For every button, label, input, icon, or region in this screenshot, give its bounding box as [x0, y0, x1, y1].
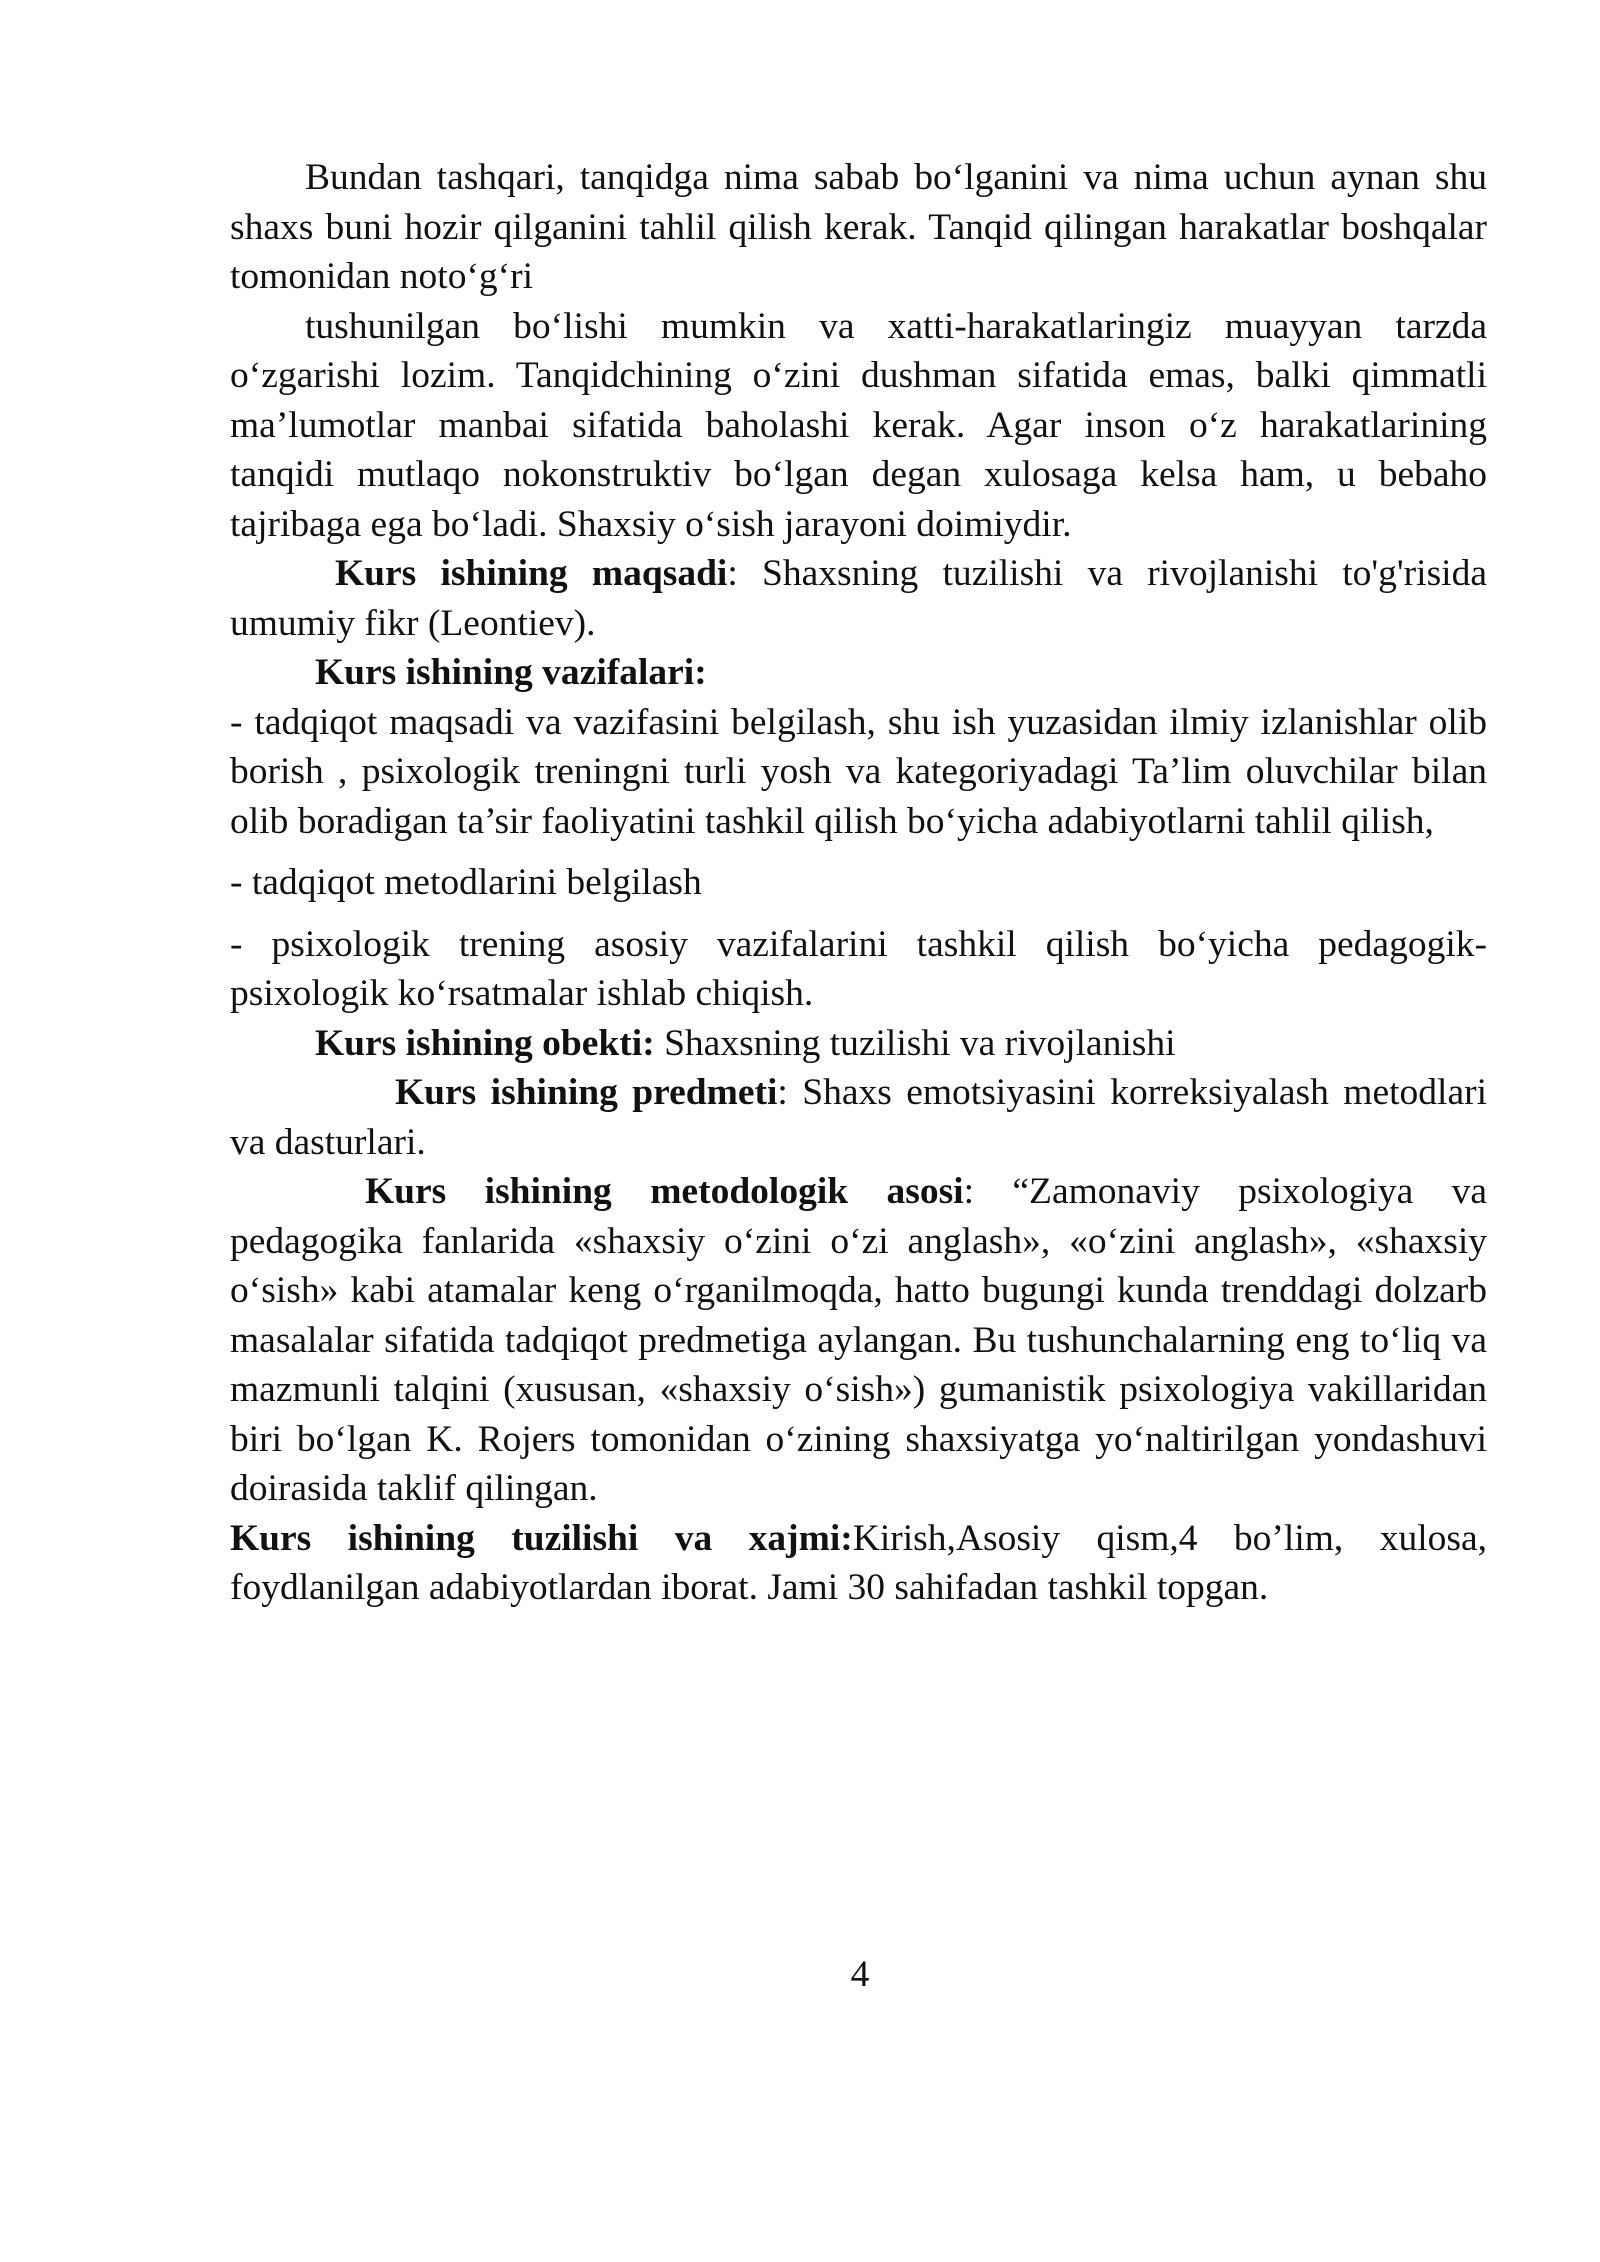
task-item-3: - psixologik trening asosiy vazifalarini tashkil qilish bo‘yicha pedagogik-psixologik ko‘rsatmalar ishlab chiqish.: [230, 923, 1487, 1014]
task-item-2: - tadqiqot metodlarini belgilash: [230, 862, 702, 903]
predmet-label: Kurs ishining predmeti: [395, 1072, 778, 1113]
page-number: 4: [850, 1954, 870, 1995]
tuzilish-label: Kurs ishining tuzilishi va xajmi:: [230, 1517, 853, 1559]
paragraph-tushunilgan: tushunilgan bo‘lishi mumkin va xatti-harakatlaringiz muayyan tarzda o‘zgarishi lozim. Tanqidchining o‘zini dushman sifatida emas, balki qimmatli ma’lumotlar manbai sifatida baholashi kerak. Agar inson o‘z harakatlarining tanqidi mutlaqo nokonstruktiv bo‘lgan degan xulosaga kelsa ham, u bebaho tajribaga ega bo‘ladi. Shaxsiy o‘sish jarayoni doimiydir.: [230, 305, 1487, 545]
paragraph-tuzilish: [230, 1514, 1487, 1613]
vazifalar-label: Kurs ishining vazifalari:: [315, 652, 707, 693]
paragraph-tanqid-text: Bundan tashqari, tanqidga nima sabab bo‘lganini va nima uchun aynan shu shaxs buni hozir qilganini tahlil qilish kerak. Tanqid qilingan: [230, 157, 1487, 248]
paragraph-obekt: [230, 1019, 1487, 1069]
metodologik-text: : “Zamonaviy psixologiya va pedagogika fanlarida «shaxsiy o‘zini o‘zi anglash», «o‘zini anglash», «shaxsiy o‘sish» kabi atamalar keng o‘rganilmoqda, hatto bugungi kunda trenddagi dolzarb masalalar sifatida tadqiqot predmetiga aylangan. Bu tushunchalarning eng to‘liq va mazmunli talqini (xususan, «shaxsiy o‘sish») gumanistik psixologiya vakillaridan biri bo‘lgan K. Rojers tomonidan o‘zining shaxsiyatga yo‘naltirilgan yondashuvi doirasida taklif qilingan.: [230, 1171, 1487, 1509]
tuzilish-text: Kirish,Asosiy qism,4 bo’lim, xulosa, foydlanilgan adabiyotlardan iborat. Jami 30 sahifadan tashkil topgan.: [230, 1517, 1487, 1608]
paragraph-predmet: [230, 1068, 1487, 1167]
paragraph-tanqid-tail: harakatlar boshqalar tomonidan noto‘g‘ri: [230, 206, 1488, 297]
paragraph-metodologik: [230, 1167, 1487, 1514]
predmet-text: : Shaxs emotsiyasini korreksiyalash metodlari va dasturlari.: [230, 1072, 1487, 1163]
metodologik-label: Kurs ishining metodologik asosi: [365, 1171, 964, 1212]
vazifalar-heading: [230, 648, 1487, 698]
obekt-label: Kurs ishining obekti:: [315, 1022, 655, 1064]
body-text: [230, 153, 1487, 1613]
paragraph-maqsad: [230, 549, 1487, 648]
obekt-text: Shaxsning tuzilishi va rivojlanishi: [654, 1022, 1176, 1064]
maqsad-label: Kurs ishining maqsadi: [335, 553, 728, 594]
task-item-1: - tadqiqot maqsadi va vazifasini belgilash, shu ish yuzasidan ilmiy izlanishlar olib borish , psixologik treningni turli yosh va kategoriyadagi Ta’lim oluvchilar bilan olib boradigan ta’sir faoliyatini tashkil qilish bo‘yicha adabiyotlarni tahlil qilish,: [230, 701, 1487, 842]
paragraph-tanqid: [230, 153, 1487, 302]
maqsad-text: : Shaxsning tuzilishi va rivojlanishi to'g'risida umumiy fikr (Leontiev).: [230, 553, 1487, 644]
